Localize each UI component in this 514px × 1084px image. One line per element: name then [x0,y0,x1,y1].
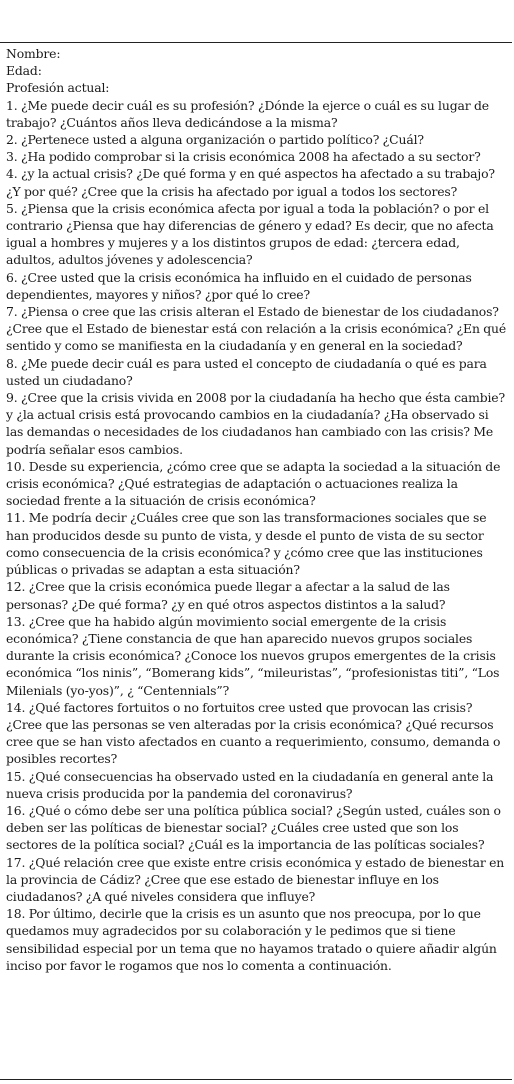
interview-questionnaire [0,42,512,1080]
question-9: 9. ¿Cree que la crisis vivida en 2008 por la ciudadanía ha hecho que ésta cambie? y ¿la actual crisis está provocando cambios en la ciudadanía? ¿Ha observado si las demandas o necesidades de los ciudadanos han cambiado con las crisis? Me podría señalar esos cambios. [6,390,505,457]
question-15: 15. ¿Qué consecuencias ha observado usted en la ciudadanía en general ante la nueva crisis producida por la pandemia del coronavirus? [6,768,494,801]
question-8: 8. ¿Me puede decir cuál es para usted el concepto de ciudadanía o qué es para usted un ciudadano? [6,355,487,388]
question-16: 16. ¿Qué o cómo debe ser una política pública social? ¿Según usted, cuáles son o deben ser las políticas de bienestar social? ¿Cuáles cree usted que son los sectores de la política social? ¿Cuál es la importancia de las políticas sociales? [6,802,501,853]
question-11: 11. Me podría decir ¿Cuáles cree que son las transformaciones sociales que se han producidos desde su punto de vista, y desde el punto de vista de su sector como consecuencia de la crisis económica? y ¿cómo cree que las instituciones públicas o privadas se adaptan a esta situación? [6,510,487,578]
question-5: 5. ¿Piensa que la crisis económica afecta por igual a toda la población? o por el contrario ¿Piensa que hay diferencias de género y edad? Es decir, que no afecta igual a hombres y mujeres y a los distintos grupos de edad: ¿tercera edad, adultos, adultos jóvenes y adolescencia? [6,200,494,268]
question-14: 14. ¿Qué factores fortuitos o no fortuitos cree usted que provocan las crisis? ¿Cree que las personas se ven alteradas por la crisis económica? ¿Qué recursos cree que se han visto afectados en cuanto a requerimiento, consumo, demanda o posibles recortes? [6,699,501,767]
question-2: 2. ¿Pertenece usted a alguna organización o partido político? ¿Cuál? [6,132,424,148]
field-profesion: Profesión actual: [6,80,110,96]
question-1: 1. ¿Me puede decir cuál es su profesión? ¿Dónde la ejerce o cuál es su lugar de trabajo? ¿Cuántos años lleva dedicándose a la misma? [6,97,489,130]
question-7: 7. ¿Piensa o cree que las crisis alteran el Estado de bienestar de los ciudadanos? ¿Cree que el Estado de bienestar está con relación a la crisis económica? ¿En qué sentido y como se manifiesta en la ciudadanía y en general en la sociedad? [6,304,507,354]
question-13: 13. ¿Cree que ha habido algún movimiento social emergente de la crisis económica? ¿Tiene constancia de que han aparecido nuevos grupos sociales durante la crisis económica? ¿Conoce los nuevos grupos emergentes de la crisis económica “los ninis”, “Bomerang kids”, “mileuristas”, “profesionistas titi”, “Los Milenials (yo-yos)”, ¿ “Centennials”? [6,613,500,698]
question-10: 10. Desde su experiencia, ¿cómo cree que se adapta la sociedad a la situación de crisis económica? ¿Qué estrategias de adaptación o actuaciones realiza la sociedad frente a la situación de crisis económica? [6,458,501,509]
field-nombre: Nombre: [6,46,61,61]
question-6: 6. ¿Cree usted que la crisis económica ha influido en el cuidado de personas dependientes, mayores y niños? ¿por qué lo cree? [6,269,472,302]
question-3: 3. ¿Ha podido comprobar si la crisis económica 2008 ha afectado a su sector? [6,149,481,165]
question-12: 12. ¿Cree que la crisis económica puede llegar a afectar a la salud de las personas? ¿De qué forma? ¿y en qué otros aspectos distintos a la salud? [6,579,450,612]
question-18: 18. Por último, decirle que la crisis es un asunto que nos preocupa, por lo que quedamos muy agradecidos por su colaboración y le pedimos que si tiene sensibilidad especial por un tema que no hayamos tratado o quiere añadir algún inciso por favor le rogamos que nos lo comenta a continuación. [6,906,497,973]
field-edad: Edad: [6,63,42,79]
question-17: 17. ¿Qué relación cree que existe entre crisis económica y estado de bienestar en la provincia de Cádiz? ¿Cree que ese estado de bienestar influye en los ciudadanos? ¿A qué niveles considera que influye? [6,854,505,904]
question-4: 4. ¿y la actual crisis? ¿De qué forma y en qué aspectos ha afectado a su trabajo? ¿Y por qué? ¿Cree que la crisis ha afectado por igual a todos los sectores? [6,166,495,199]
